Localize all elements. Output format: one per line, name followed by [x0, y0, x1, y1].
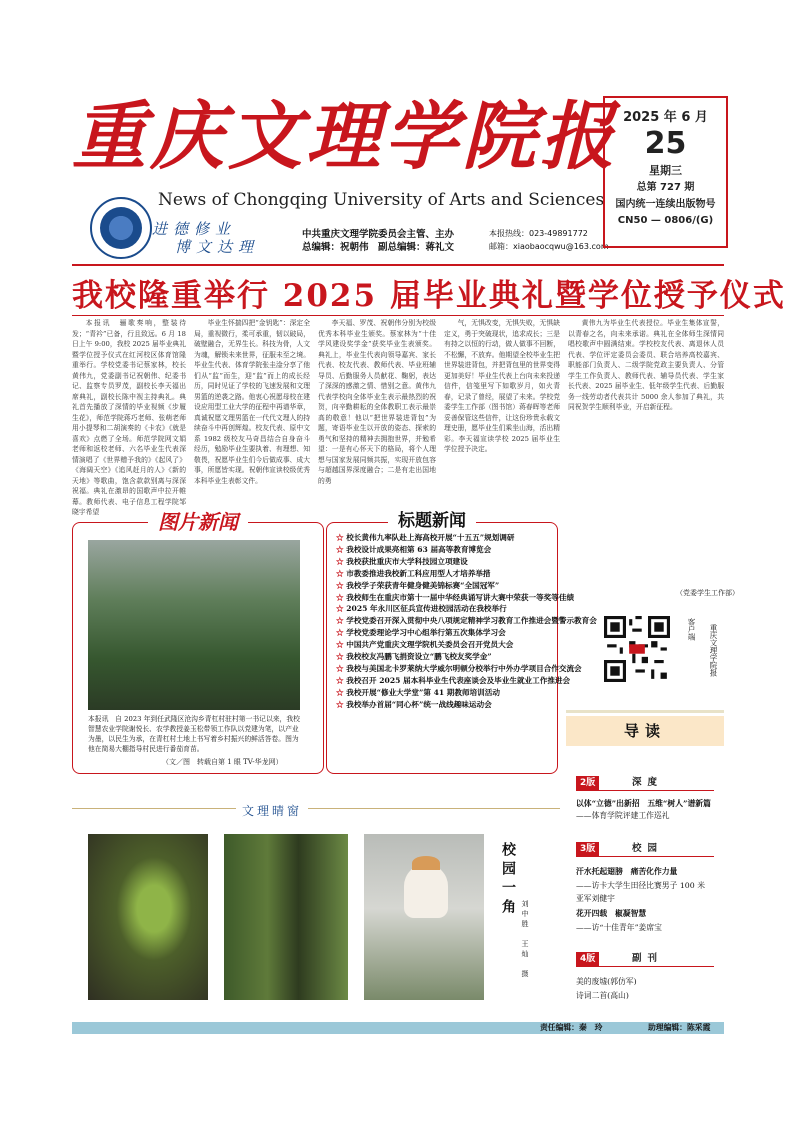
- section-number: 2版: [576, 776, 599, 790]
- news-item[interactable]: ☆ 校长黄伟九率队赴上海高校开展“十五五”规划调研: [336, 532, 550, 544]
- guide-section-3[interactable]: [576, 842, 714, 857]
- guide-item[interactable]: 花开四载 椒凝智慧: [576, 909, 647, 918]
- headline-news-title: 标题新闻: [388, 506, 476, 531]
- article-column-4: 气，无惧改变，无惧失败，无惧缺定义，勇于突破现状，追求成长；三是有持之以恒的行动，做人做事不回断，不松懈，不放弃。他期望全校毕业生把世界装进背包，并把背包里的世界变得更加美好！毕业生代表上台向未来投递信件，信笺里写下如歌岁月，如火青春，记录了曾经，展望了未来。学校党委学生工作部（图书馆）蒋春晖等老师妥善保管这些信件，让这份珍贵永载文理史册，愿毕业生们乘坐山海，活出精彩。李天福宣读学校 2025 届毕业生学位授予决定。: [444, 319, 560, 453]
- issue-number: 总第 727 期: [636, 182, 695, 193]
- news-item[interactable]: ☆ 中国共产党重庆文理学院机关委员会召开党员大会: [336, 639, 550, 651]
- article-column-3: 李天福、罗茂、祝朝伟分别为校级优秀本科毕业生颁奖。蔡家林为“十佳学风建设奖学金”获奖毕业生表颁奖。典礼上，毕业生代表向领导嘉宾、家长代表、校友代表、教师代表、毕业班辅导员、后勤服务人员献花、鞠躬，表达了深深的感激之情、惜别之意。黄伟九代表学校向全体毕业生表示最热烈的祝贺，向辛勤耕耘的全体教职工表示最崇高的敬意！他以“把世界装进背包”为题，寄语毕业生以开放的姿态、探索的勇气和坚持的精神去拥抱世界，并勉希望：一是有心怀天下的格局，将个人理想与国家发展同频共振，实现开放包容与超越国界深度融合；二是有走出国地的勇: [318, 319, 436, 485]
- news-item[interactable]: ☆ 2025 年永川区征兵宣传进校园活动在我校举行: [336, 603, 550, 615]
- issue-year-month: 2025 年 6 月: [623, 110, 708, 125]
- news-item[interactable]: ☆ 我校设计成果亮相第 63 届高等教育博览会: [336, 544, 550, 556]
- corner-header: 文理晴窗: [236, 802, 308, 819]
- email: 邮箱：xiaobaocqwu@163.com: [489, 242, 609, 251]
- masthead-english-title: News of Chongqing University of Arts and Sciences: [158, 190, 605, 210]
- article-column-1: 本报讯 骊歌奏响，整装待发；“青衿”已备，行且致远。6 月 18 日上午 9:00，我校 2025 届毕业典礼暨学位授予仪式在红河校区体育馆隆重举行。学校党委书记蔡家林，校长黄伟九，党委副书记祝朝伟、纪委书记、监察专员罗茂，副校长李天福出席典礼，副校长陈中视主持典礼。典礼首先播放了深情的毕业视频《步履生花》，师范学院蒋巧老师、张萌老师用小提琴和二胡演奏的《卡农》《就是喜欢》点燃了全场。师范学院网文娟老师和返校老师、六名毕业生代表深情演唱了《世界赠予我的》《起风了》《海阔天空》《追风赶月的人》《新的天地》等歌曲，饱含款款别离与深深祝福。典礼在激昂的国歌声中拉开帷幕。教师代表、电子信息工程学院邹晓宇希望: [72, 319, 186, 516]
- main-headline: 我校隆重举行 2025 届毕业典礼暨学位授予仪式: [72, 278, 786, 314]
- news-item[interactable]: ☆ 学校党委理论学习中心组举行第五次集体学习会: [336, 627, 550, 639]
- guide-item[interactable]: 诗词二首(高山): [576, 991, 629, 1000]
- guide-section-4[interactable]: [576, 952, 714, 967]
- client-label: 客户端: [687, 618, 696, 641]
- masthead-title: 重庆文理学院报: [72, 94, 618, 180]
- section-name: 深度: [632, 777, 664, 788]
- cn-number: CN50 — 0806/(G): [617, 215, 714, 226]
- section-name: 副刊: [632, 953, 664, 964]
- guide-item: ——访“十佳青年”姜席宝: [576, 923, 662, 932]
- issue-day: 25: [644, 126, 687, 161]
- assistant-editor: 助理编辑：陈采霞: [648, 1023, 711, 1032]
- divider: [72, 315, 724, 316]
- motto-line-2: 博文达理: [175, 238, 260, 256]
- sponsor-line: 中共重庆文理学院委员会主管、主办: [302, 229, 455, 240]
- section-name: 校园: [632, 843, 664, 854]
- news-item[interactable]: ☆ 我校与美国北卡罗莱纳大学威尔明顿分校举行中外办学项目合作交流会: [336, 663, 550, 675]
- guide-item: ——体育学院评建工作巡礼: [576, 811, 670, 820]
- news-item[interactable]: ☆ 我校召开 2025 届本科毕业生代表座谈会及毕业生就业工作推进会: [336, 675, 550, 687]
- news-item[interactable]: ☆ 学校党委召开深入贯彻中央八项规定精神学习教育工作推进会暨警示教育会: [336, 615, 550, 627]
- news-item[interactable]: ☆ 市教委推进我校新工科应用型人才培养举措: [336, 568, 550, 580]
- photo-news-title: 图片新闻: [148, 506, 248, 535]
- sprout-photo: [88, 834, 208, 1000]
- campus-corner-author: 刘中胜 王灿 摄: [521, 900, 529, 980]
- news-item[interactable]: ☆ 我校举办首届“同心杯”统一战线趣味运动会: [336, 699, 550, 711]
- issue-weekday: 星期三: [649, 164, 682, 177]
- qr-code-icon[interactable]: [604, 616, 670, 682]
- news-item[interactable]: ☆ 我校获批重庆市大学科技园立项建设: [336, 556, 550, 568]
- news-item[interactable]: ☆ 我校校友冯鹏飞捐资设立“鹏飞校友奖学金”: [336, 651, 550, 663]
- footer-bar: [72, 1022, 724, 1034]
- guide-item: ——访卡大学生田径比赛男子 100 米: [576, 881, 705, 890]
- guide-item[interactable]: 美的废墟(郭仿军): [576, 977, 637, 986]
- photo-news-credit: （文／图 转载自第 1 眼 TV-华龙网）: [162, 758, 283, 766]
- article-author: （党委学生工作部）: [676, 589, 739, 597]
- guide-title: 导读: [566, 716, 724, 746]
- photo-news-caption: 本报讯 自 2023 年到任武隆区沧沟乡青杠村驻村第一书记以来，我校智慧农业学院谢悦长、农学教授姜玉松带领工作队以党建为笔，以产业为墨，以民生为承，在青杠村土地上书写着乡村振兴的鲜活答卷。图为他在简易大棚指导村民进行番茄育苗。: [88, 715, 300, 753]
- divider: [72, 808, 560, 809]
- greenhouse-photo: [88, 540, 300, 710]
- article-column-2: 毕业生怀揣四把“金钥匙”：深定全局，重视微行，柔可承重，韧以破局，破壁融合，无界生长。科技为骨，人文为魂，解锁未来世界，征服未至之境。毕业生代表、体育学院张圭淦分享了他们从“监”而生，迎“监”而上的成长经历，同时见证了学校的飞速发展和文理男篮的逆袭之路。他衷心祝愿母校在建设应用型工业大学的征程中再谱华章，真诚祝愿文理男篮在一代代文理人的持续奋斗中再创辉煌。校友代表、原中文系 1982 级校友马奇昌结合自身奋斗经历，勉励毕业生要执着、有理想、知敬畏，祝愿毕业生们今后做成事、成大事，所愿皆实现。祝朝伟宣读校级优秀本科毕业生表彰文件。: [194, 319, 310, 485]
- responsible-editor: 责任编辑：秦 玲: [540, 1023, 603, 1032]
- guide-item: 亚军刘健宇: [576, 894, 615, 903]
- guide-item[interactable]: 以体“立德”出新招 五维“树人”谱新篇: [576, 799, 711, 808]
- hotline: 本报热线：023-49891772: [489, 229, 588, 238]
- paper-name-label: 重庆文理学院报: [709, 624, 718, 677]
- news-item[interactable]: ☆ 我校学子荣获青年健身健美锦标赛“全国冠军”: [336, 580, 550, 592]
- section-number: 4版: [576, 952, 599, 966]
- article-column-5: 黄伟九为毕业生代表授位。毕业生集体宣誓，以青春之名，向未来承诺。典礼在全体师生深情同唱校歌声中圆满结束。学校校友代表、离退休人员代表、学位评定委员会委员、联合培养高校嘉宾、职能部门负责人、二级学院党政主要负责人、分管学生工作负责人、教师代表、辅导员代表、学生家长代表、2025 届毕业生、低年级学生代表、后勤服务一线劳动者代表共计 5000 余人参加了典礼，共同祝贺学生顺利毕业，开启新征程。: [568, 319, 724, 411]
- cn-label: 国内统一连续出版物号: [615, 199, 716, 210]
- motto-line-1: 进德修业: [152, 220, 237, 238]
- news-item[interactable]: ☆ 我校师生在重庆市第十一届中华经典诵写讲大赛中荣获一等奖等佳绩: [336, 592, 550, 604]
- issue-date-box: [603, 96, 728, 248]
- guide-section-2[interactable]: [576, 776, 714, 791]
- news-item[interactable]: ☆ 我校开展“修业大学堂”第 41 期教师培训活动: [336, 687, 550, 699]
- cat-photo: [364, 834, 484, 1000]
- campus-corner-title: 校园一角: [500, 842, 516, 918]
- editors-line: 总编辑：祝朝伟 副总编辑：蒋礼文: [302, 242, 455, 253]
- headline-news-list: [336, 532, 597, 711]
- section-number: 3版: [576, 842, 599, 856]
- divider: [72, 264, 724, 266]
- university-logo: [90, 197, 152, 259]
- guide-item[interactable]: 汗水托起翅膀 痛苦化作力量: [576, 867, 678, 876]
- mushroom-photo: [224, 834, 348, 1000]
- contact-info: [489, 227, 609, 253]
